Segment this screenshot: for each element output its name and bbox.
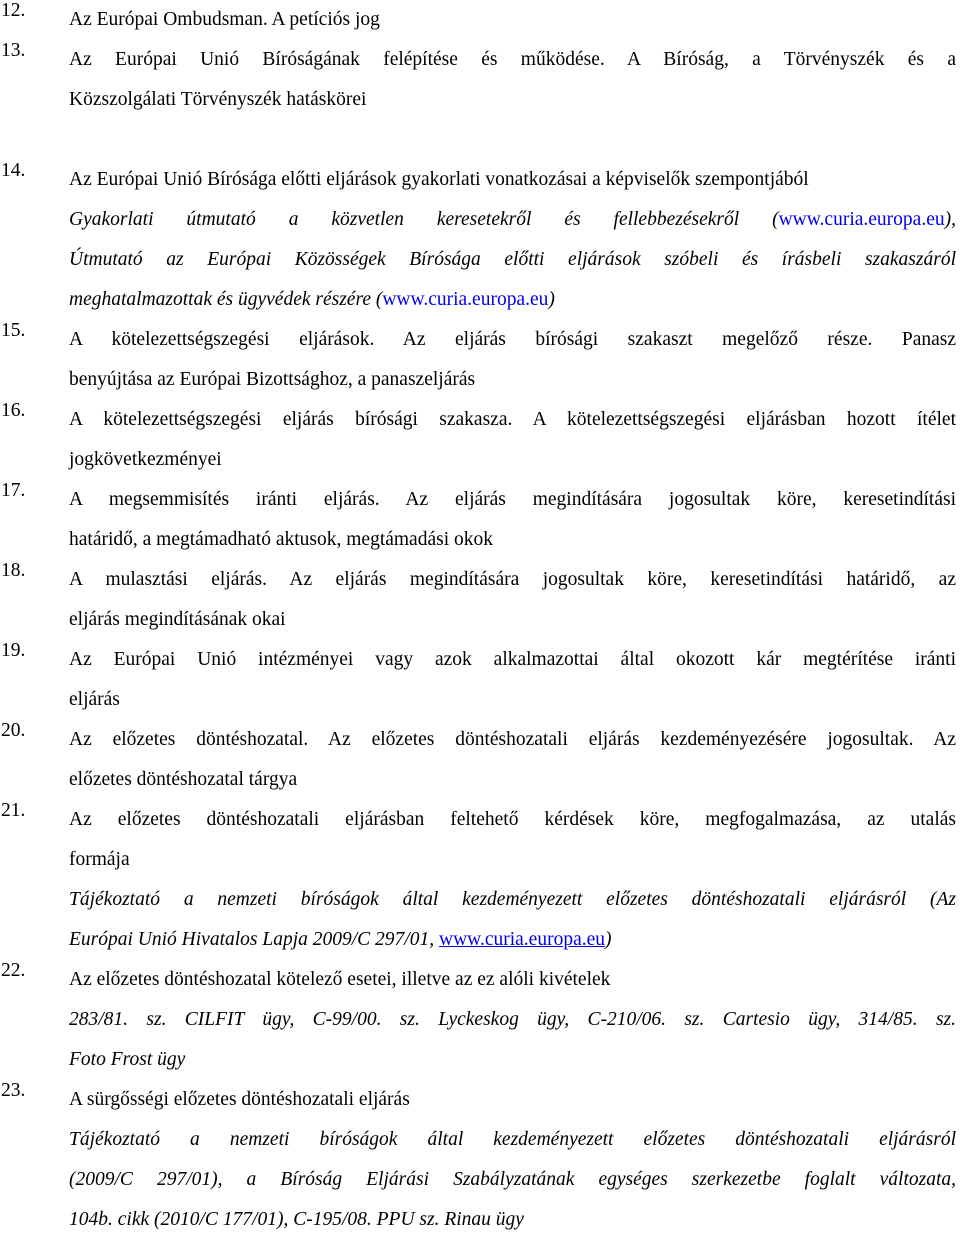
item-text: Az Európai Ombudsman. A petíciós jog — [69, 9, 380, 30]
item-text: Közszolgálati Törvényszék hatáskörei — [69, 89, 367, 110]
reference-line: Tájékoztató a nemzeti bíróságok által kezdeményezett előzetes döntéshozatali eljárásról (Az — [69, 889, 956, 910]
item-number: 14. — [1, 160, 26, 181]
item-text: határidő, a megtámadható aktusok, megtámadási okok — [69, 529, 494, 550]
item-text: Az előzetes döntéshozatal. Az előzetes döntéshozatali eljárás kezdeményezésére jogosultak. Az — [69, 729, 956, 750]
reference-line: (2009/C 297/01), a Bíróság Eljárási Szabályzatának egységes szerkezetbe foglalt változata, — [69, 1169, 956, 1190]
reference-line: Gyakorlati útmutató a közvetlen keresetekről és fellebbezésekről (www.curia.europa.eu), — [69, 209, 956, 230]
reference-line: meghatalmazottak és ügyvédek részére (www.curia.europa.eu) — [69, 289, 555, 310]
reference-line: 104b. cikk (2010/C 177/01), C-195/08. PPU sz. Rinau ügy — [69, 1209, 524, 1230]
list-item-17 — [0, 480, 960, 560]
reference-line: Útmutató az Európai Közösségek Bírósága előtti eljárások szóbeli és írásbeli szakaszáról — [69, 249, 956, 270]
reference-line: Európai Unió Hivatalos Lapja 2009/C 297/01, www.curia.europa.eu) — [69, 929, 612, 950]
item-text: eljárás — [69, 689, 120, 710]
list-item-12 — [0, 0, 960, 40]
item-number: 19. — [1, 640, 26, 661]
item-text: A kötelezettségszegési eljárás bírósági szakasza. A kötelezettségszegési eljárásban hozott ítélet — [69, 409, 956, 430]
item-text: A sürgősségi előzetes döntéshozatali eljárás — [69, 1089, 410, 1110]
item-text: formája — [69, 849, 130, 870]
curia-link[interactable]: www.curia.europa.eu — [438, 929, 606, 950]
item-number: 20. — [1, 720, 26, 741]
item-number: 18. — [1, 560, 26, 581]
item-number: 22. — [1, 960, 26, 981]
item-text: A kötelezettségszegési eljárások. Az eljárás bírósági szakaszt megelőző része. Panasz — [69, 329, 956, 350]
item-number: 12. — [1, 0, 26, 21]
item-number: 16. — [1, 400, 26, 421]
list-item-16 — [0, 400, 960, 480]
item-text: előzetes döntéshozatal tárgya — [69, 769, 298, 790]
reference-line: 283/81. sz. CILFIT ügy, C-99/00. sz. Lyckeskog ügy, C-210/06. sz. Cartesio ügy, 314/85. sz. — [69, 1009, 956, 1030]
list-item-22 — [0, 960, 960, 1080]
item-text: A megsemmisítés iránti eljárás. Az eljárás megindítására jogosultak köre, keresetindítási — [69, 489, 956, 510]
item-text: Az Európai Unió Bíróságának felépítése és működése. A Bíróság, a Törvényszék és a — [69, 49, 956, 70]
list-item-21 — [0, 800, 960, 960]
item-text: benyújtása az Európai Bizottsághoz, a panaszeljárás — [69, 369, 476, 390]
item-text: A mulasztási eljárás. Az eljárás megindítására jogosultak köre, keresetindítási határidő, az — [69, 569, 956, 590]
item-number: 21. — [1, 800, 26, 821]
list-item-14 — [0, 160, 960, 320]
item-number: 15. — [1, 320, 26, 341]
reference-block — [69, 200, 956, 320]
curia-link[interactable]: www.curia.europa.eu — [382, 289, 549, 310]
list-item-13 — [0, 40, 960, 120]
item-text: eljárás megindításának okai — [69, 609, 286, 630]
reference-block — [69, 1120, 956, 1240]
list-item-15 — [0, 320, 960, 400]
reference-block — [69, 1000, 956, 1080]
list-item-20 — [0, 720, 960, 800]
item-text: Az előzetes döntéshozatal kötelező esetei, illetve az ez alóli kivételek — [69, 969, 611, 990]
item-number: 23. — [1, 1080, 26, 1101]
item-number: 17. — [1, 480, 26, 501]
curia-link[interactable]: www.curia.europa.eu — [778, 209, 945, 230]
item-text: Az előzetes döntéshozatali eljárásban feltehető kérdések köre, megfogalmazása, az utalás — [69, 809, 956, 830]
item-text: jogkövetkezményei — [69, 449, 222, 470]
item-text: Az Európai Unió Bírósága előtti eljárások gyakorlati vonatkozásai a képviselők szempontjából — [69, 169, 809, 190]
item-text: Az Európai Unió intézményei vagy azok alkalmazottai által okozott kár megtérítése iránti — [69, 649, 956, 670]
list-item-19 — [0, 640, 960, 720]
list-item-18 — [0, 560, 960, 640]
item-number: 13. — [1, 40, 26, 61]
reference-line: Foto Frost ügy — [69, 1049, 186, 1070]
reference-line: Tájékoztató a nemzeti bíróságok által kezdeményezett előzetes döntéshozatali eljárásról — [69, 1129, 956, 1150]
list-item-23 — [0, 1080, 960, 1240]
reference-block — [69, 880, 956, 960]
